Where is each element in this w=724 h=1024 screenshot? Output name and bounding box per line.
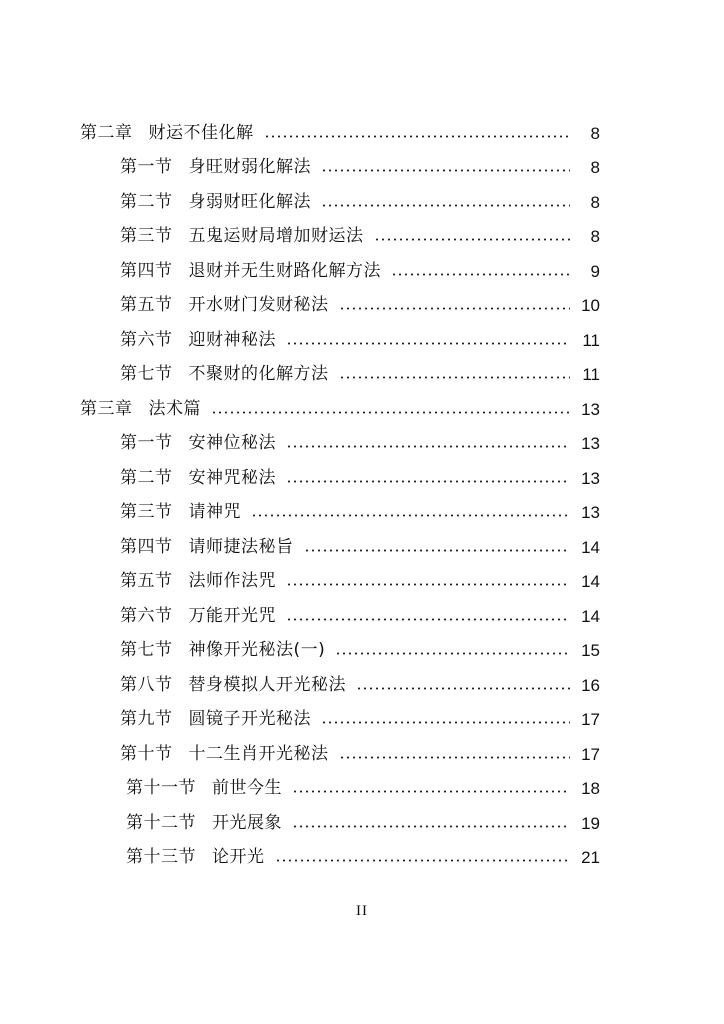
toc-page-number: 10 bbox=[581, 296, 600, 316]
dot-leader bbox=[286, 618, 570, 621]
toc-entry-label: 第十二节 开光展象 bbox=[126, 812, 282, 833]
toc-entry-section[interactable] bbox=[80, 461, 600, 496]
toc-page-number: 8 bbox=[590, 192, 600, 212]
dot-leader bbox=[211, 411, 570, 414]
toc-entry-section[interactable] bbox=[80, 634, 600, 669]
toc-page-number: 17 bbox=[581, 710, 600, 730]
dot-leader bbox=[335, 652, 570, 655]
toc-page-number: 13 bbox=[581, 468, 600, 488]
dot-leader bbox=[391, 273, 570, 276]
toc-page-number: 8 bbox=[590, 123, 600, 143]
dot-leader bbox=[292, 790, 570, 793]
toc-page-number: 11 bbox=[582, 330, 600, 350]
page-footer-number: II bbox=[356, 903, 368, 919]
toc-entry-section[interactable] bbox=[80, 496, 600, 531]
dot-leader bbox=[321, 721, 570, 724]
dot-leader bbox=[374, 238, 571, 241]
dot-leader bbox=[321, 169, 570, 172]
toc-entry-label: 第九节 圆镜子开光秘法 bbox=[120, 709, 311, 730]
toc-entry-label: 第十节 十二生肖开光秘法 bbox=[120, 743, 329, 764]
dot-leader bbox=[339, 756, 571, 759]
toc-entry-chapter[interactable] bbox=[80, 392, 600, 427]
toc-entry-section[interactable] bbox=[80, 737, 600, 772]
toc-entry-section[interactable] bbox=[80, 427, 600, 462]
dot-leader bbox=[286, 342, 570, 345]
toc-entry-section[interactable] bbox=[80, 151, 600, 186]
toc-page-number: 18 bbox=[581, 779, 600, 799]
toc-page-number: 19 bbox=[581, 813, 600, 833]
toc-entry-label: 第六节 万能开光咒 bbox=[120, 605, 276, 626]
toc-page-number: 14 bbox=[581, 572, 600, 592]
toc-entry-label: 第二节 安神咒秘法 bbox=[120, 467, 276, 488]
toc-page-number: 13 bbox=[581, 434, 600, 454]
toc-entry-label: 第四节 退财并无生财路化解方法 bbox=[120, 260, 381, 281]
dot-leader bbox=[339, 307, 571, 310]
toc-entry-section[interactable] bbox=[80, 772, 600, 807]
dot-leader bbox=[304, 549, 571, 552]
toc-entry-section[interactable] bbox=[80, 254, 600, 289]
toc-entry-label: 第七节 不聚财的化解方法 bbox=[120, 364, 329, 385]
toc-entry-label: 第十三节 论开光 bbox=[126, 847, 265, 868]
toc-entry-section[interactable] bbox=[80, 599, 600, 634]
dot-leader bbox=[286, 480, 570, 483]
toc-entry-section[interactable] bbox=[80, 185, 600, 220]
dot-leader bbox=[321, 204, 570, 207]
toc-entry-section[interactable] bbox=[80, 565, 600, 600]
toc-page-number: 13 bbox=[581, 399, 600, 419]
dot-leader bbox=[286, 583, 570, 586]
toc-entry-label: 第十一节 前世今生 bbox=[126, 778, 282, 799]
toc-entry-section[interactable] bbox=[80, 530, 600, 565]
table-of-contents bbox=[80, 116, 600, 875]
toc-entry-label: 第一节 身旺财弱化解法 bbox=[120, 157, 311, 178]
dot-leader bbox=[264, 135, 571, 138]
toc-entry-section[interactable] bbox=[80, 358, 600, 393]
toc-entry-section[interactable] bbox=[80, 323, 600, 358]
toc-entry-chapter[interactable] bbox=[80, 116, 600, 151]
toc-entry-section[interactable] bbox=[80, 841, 600, 876]
dot-leader bbox=[286, 445, 570, 448]
toc-page-number: 8 bbox=[590, 158, 600, 178]
toc-entry-label: 第三章 法术篇 bbox=[80, 398, 201, 419]
toc-entry-label: 第四节 请师捷法秘旨 bbox=[120, 536, 294, 557]
dot-leader bbox=[275, 859, 571, 862]
toc-entry-label: 第三节 请神咒 bbox=[120, 502, 241, 523]
dot-leader bbox=[356, 687, 570, 690]
toc-page-number: 21 bbox=[581, 848, 600, 868]
toc-entry-section[interactable] bbox=[80, 806, 600, 841]
toc-entry-label: 第二章 财运不佳化解 bbox=[80, 122, 254, 143]
toc-entry-label: 第一节 安神位秘法 bbox=[120, 433, 276, 454]
toc-entry-label: 第七节 神像开光秘法(一) bbox=[120, 640, 326, 661]
toc-entry-section[interactable] bbox=[80, 668, 600, 703]
toc-page-number: 13 bbox=[581, 503, 600, 523]
toc-entry-label: 第五节 法师作法咒 bbox=[120, 571, 276, 592]
toc-page-number: 14 bbox=[581, 537, 600, 557]
toc-entry-section[interactable] bbox=[80, 289, 600, 324]
toc-entry-label: 第八节 替身模拟人开光秘法 bbox=[120, 674, 346, 695]
toc-page-number: 15 bbox=[581, 641, 600, 661]
toc-page-number: 16 bbox=[581, 675, 600, 695]
toc-entry-label: 第三节 五鬼运财局增加财运法 bbox=[120, 226, 364, 247]
toc-page-number: 9 bbox=[590, 261, 600, 281]
dot-leader bbox=[292, 825, 570, 828]
toc-page-number: 14 bbox=[581, 606, 600, 626]
toc-page-number: 17 bbox=[581, 744, 600, 764]
toc-page-number: 11 bbox=[582, 365, 600, 385]
toc-page-number: 8 bbox=[590, 227, 600, 247]
toc-entry-label: 第五节 开水财门发财秘法 bbox=[120, 295, 329, 316]
dot-leader bbox=[339, 376, 571, 379]
toc-entry-section[interactable] bbox=[80, 703, 600, 738]
toc-entry-label: 第二节 身弱财旺化解法 bbox=[120, 191, 311, 212]
dot-leader bbox=[251, 514, 570, 517]
toc-entry-section[interactable] bbox=[80, 220, 600, 255]
toc-entry-label: 第六节 迎财神秘法 bbox=[120, 329, 276, 350]
